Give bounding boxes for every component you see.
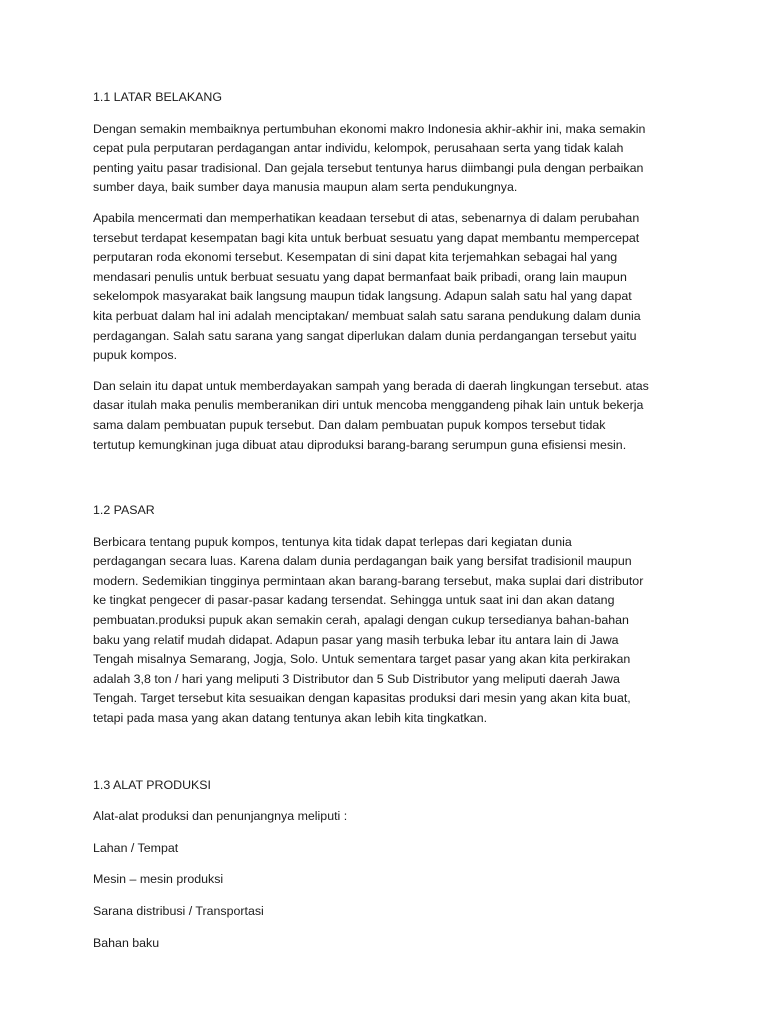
text-line: kita perbuat dalam hal ini adalah menciptakan/ membuat salah satu sarana pendukung dalam dunia: [93, 308, 641, 323]
list-item-mesin: Mesin – mesin produksi: [93, 872, 224, 887]
text-line: Tengah misalnya Semarang, Jogja, Solo. Untuk sementara target pasar yang akan kita perkirakan: [93, 652, 631, 667]
text-line: ke tingkat pengecer di pasar-pasar kadang tersendat. Sehingga untuk saat ini dan akan datang: [93, 593, 615, 608]
text-line: Dengan semakin membaiknya pertumbuhan ekonomi makro Indonesia akhir-akhir ini, maka semakin: [93, 121, 646, 136]
text-line: Tengah. Target tersebut kita sesuaikan dengan kapasitas produksi dari mesin yang akan kita buat,: [93, 691, 631, 706]
text-line: tetapi pada masa yang akan datang tentunya akan lebih kita tingkatkan.: [93, 711, 488, 726]
text-line: cepat pula perputaran perdagangan antar individu, kelompok, perusahaan serta yang tidak kalah: [93, 141, 624, 156]
section-heading-alat-produksi: 1.3 ALAT PRODUKSI: [93, 777, 211, 792]
text-line: Apabila mencermati dan memperhatikan keadaan tersebut di atas, sebenarnya di dalam perubahan: [93, 210, 640, 225]
text-line: pembuatan.produksi pupuk akan semakin cerah, apalagi dengan cukup tersedianya bahan-bahan: [93, 613, 629, 628]
list-intro: Alat-alat produksi dan penunjangnya meliputi :: [93, 809, 348, 824]
text-line: pupuk kompos.: [93, 348, 178, 363]
paragraph-4: [93, 533, 678, 729]
text-line: perputaran roda ekonomi tersebut. Kesempatan di sini dapat kita terjemahkan sebagai hal yang: [93, 250, 618, 265]
text-line: dasar itulah maka penulis memberanikan diri untuk mencoba menggandeng pihak lain untuk bekerja: [93, 398, 644, 413]
text-line: sumber daya, baik sumber daya manusia maupun alam serta pendukungnya.: [93, 180, 518, 195]
document-body: [93, 88, 678, 965]
text-line: tersebut terdapat kesempatan bagi kita untuk berbuat sesuatu yang dapat membantu mempercepat: [93, 230, 640, 245]
list-item-lahan: Lahan / Tempat: [93, 840, 179, 855]
text-line: penting yaitu pasar tradisional. Dan gejala tersebut tentunya harus diimbangi pula dengan perbaikan: [93, 160, 644, 175]
text-line: Dan selain itu dapat untuk memberdayakan sampah yang berada di daerah lingkungan tersebut. atas: [93, 378, 649, 393]
section-spacer: [93, 466, 678, 501]
text-line: modern. Sedemikian tingginya permintaan akan barang-barang tersebut, maka suplai dari distributor: [93, 573, 644, 588]
text-line: sama dalam pembuatan pupuk tersebut. Dan dalam pembuatan pupuk kompos tersebut tidak: [93, 417, 606, 432]
text-line: mendasari penulis untuk berbuat sesuatu yang dapat bermanfaat baik pribadi, orang lain maupun: [93, 269, 627, 284]
text-line: perdagangan secara luas. Karena dalam dunia perdagangan baik yang bersifat tradisionil maupun: [93, 554, 632, 569]
text-line: adalah 3,8 ton / hari yang meliputi 3 Distributor dan 5 Sub Distributor yang meliputi daerah Jawa: [93, 671, 620, 686]
list-item-sarana-distribusi: Sarana distribusi / Transportasi: [93, 904, 264, 918]
text-line: perdagangan. Salah satu sarana yang sangat diperlukan dalam dunia perdangangan tersebut yaitu: [93, 328, 637, 343]
section-spacer: [93, 740, 678, 776]
text-line: sekelompok masyarakat baik langsung maupun tidak langsung. Adapun salah satu hal yang dapat: [93, 289, 632, 304]
text-line: Berbicara tentang pupuk kompos, tentunya kita tidak dapat terlepas dari kegiatan dunia: [93, 534, 572, 549]
paragraph-2: [93, 209, 678, 366]
section-heading-pasar: 1.2 PASAR: [93, 503, 155, 518]
list-item-bahan-baku: Bahan baku: [93, 935, 160, 950]
paragraph-3: [93, 377, 678, 455]
text-line: baku yang relatif mudah didapat. Adapun pasar yang masih terbuka lebar itu antara lain di Jawa: [93, 632, 619, 647]
text-line: tertutup kemungkinan juga dibuat atau diproduksi barang-barang serumpun guna efisiensi mesin.: [93, 437, 627, 452]
section-heading-latar-belakang: 1.1 LATAR BELAKANG: [93, 90, 223, 104]
paragraph-1: [93, 120, 678, 198]
